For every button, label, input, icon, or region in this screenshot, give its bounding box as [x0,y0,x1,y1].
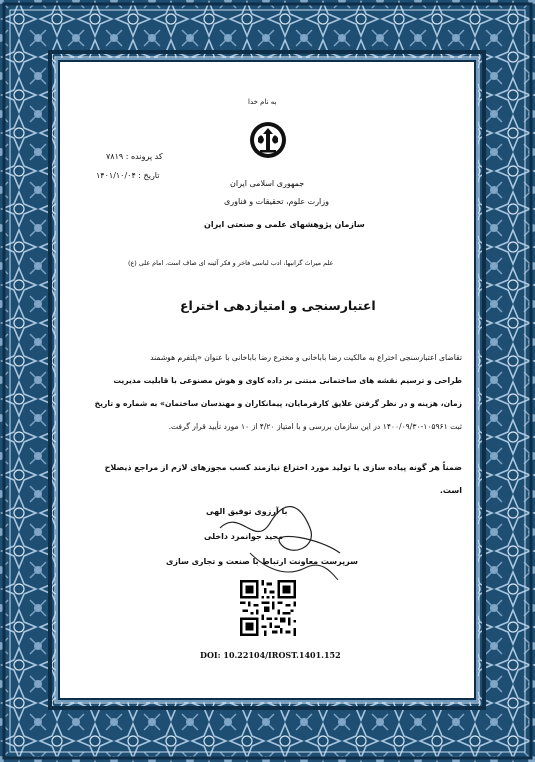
note-line: ضمناً هر گونه پیاده سازی یا تولید مورد اختراع نیازمند کسب مجوزهای لازم از مراجع ذیصلاح [104,463,462,472]
signatory-position: سرپرست معاونت ارتباط با صنعت و تجاری سازی [166,557,358,566]
handwritten-signature [210,498,350,588]
file-code: کد پرونده : ۷۸۱۹ [106,152,163,161]
certificate-body [72,346,462,438]
certificate-title: اعتبارسنجی و امتیازدهی اختراع [180,298,376,313]
body-line: طراحی و ترسیم نقشه های ساختمانی مبتنی بر داده کاوی و هوش مصنوعی با قابلیت مدیریت [113,376,462,385]
organization-name: سازمان پژوهشهای علمی و صنعتی ایران [204,220,365,229]
doi-identifier: DOI: 10.22104/IROST.1401.152 [200,650,341,660]
issue-date: تاریخ : ۱۴۰۱/۱۰/۰۴ [96,171,160,180]
body-line: ثبت ۱۰۵۹۶۱-۱۴۰۰/۰۹/۳۰ در این سازمان بررسی و با امتیاز ۴/۲۰ از ۱۰ مورد تأیید قرار گرفت. [168,422,462,431]
qr-code [240,580,296,636]
emblem-icon [248,120,288,160]
certificate-paper [60,62,474,698]
body-line: تقاضای اعتبارسنجی اختراع به مالکیت رضا باباخانی و مخترع رضا باباخانی با عنوان «پلتفرم هوشمند [150,353,462,362]
signatory-name: مجید جوانمرد داخلی [204,532,284,541]
basmala: به نام خدا [248,98,277,106]
signature-greeting: با آرزوی توفیق الهی [206,507,288,516]
body-line: زمان، هزینه و در نظر گرفتن علایق کارفرمایان، پیمانکاران و مهندسان ساختمان» به شماره و تاریخ [94,399,462,408]
ministry-name: وزارت علوم، تحقیقات و فناوری [224,197,329,206]
country-name: جمهوری اسلامی ایران [230,179,305,188]
quote: علم میراث گرانبها، ادب لباسی فاخر و فکر آئینه ای صاف است. امام علی (ع) [128,259,334,267]
note-line: است. [439,486,462,495]
note-paragraph [74,456,462,502]
